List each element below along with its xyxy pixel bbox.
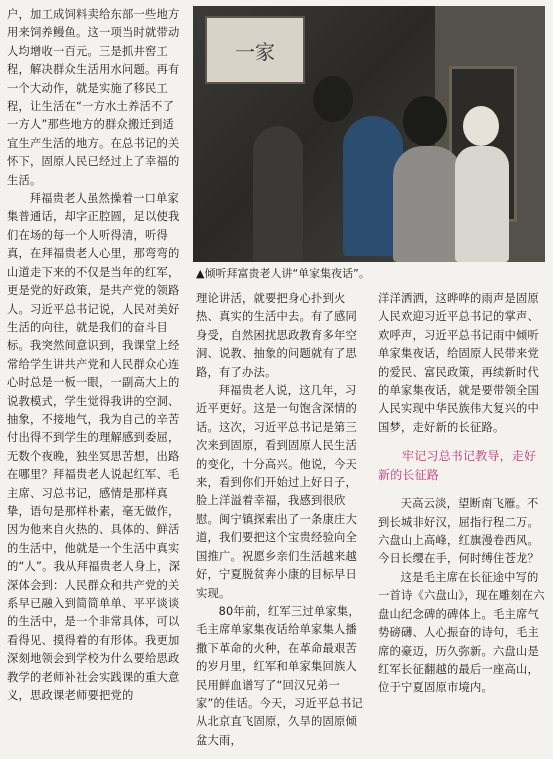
paragraph: 洋洋洒洒，这晔哗的雨声是固原人民欢迎习近平总书记的掌声、欢呼声，习近平总书记雨中倾听单家集夜话，给固原人民带来党的爱民、富民政策，再续新时代的单家集夜话，就是要带领全国人民实现中华民族伟大复兴的中国梦，走好新的长征路。 <box>378 292 539 434</box>
paragraph: 这是毛主席在长征途中写的一首诗《六盘山》，现在雕刻在六盘山纪念碑的碑体上。毛主席气势磅礴、人心振奋的诗句，毛主席的豪迈，历久弥新。六盘山是红军长征翻越的最后一座高山，位于宁夏固原市境内。 <box>378 570 545 695</box>
photo-sign: 一家 <box>205 16 305 84</box>
article-column-1 <box>7 6 181 705</box>
section-heading: 牢记习总书记教导，走好新的长征路 <box>378 449 537 483</box>
paragraph: 户，加工成饲料卖给东部一些地方用来饲养鳗鱼。这一项当时就带动人均增收一百元。三是抓井窖工程，解决群众生活用水问题。再有一个大动作，就是实施了移民工程，让生活在“一方水土养活不了一方人”那些地方的群众搬迁到适宜生产生活的地方。在总书记的关怀下，固原人民已经过上了幸福的生活。 <box>7 8 180 187</box>
elder-figure <box>455 146 509 262</box>
paragraph: 理论讲活，就要把身心扑到火热、真实的生活中去。有了感同身受，自然困扰思政教育多年空洞、说教、抽象的问题就有了思路，有了办法。 <box>196 292 357 379</box>
paragraph: 拜福贵老人说，这几年，习近平更好。这是一句饱含深情的话。这次，习近平总书记是第三次来到固原，看到固原人民生活的变化，十分高兴。他说，今天来，看到你们开始过上好日子，脸上洋溢着幸福，我感到很欣慰。闽宁镇探索出了一条康庄大道，我们要把这个宝贵经验向全国推广。祝愿乡亲们生活越来越好，宁夏脱贫奔小康的目标早日实现。 <box>196 384 357 600</box>
person-figure <box>253 126 303 262</box>
article-column-2 <box>196 290 367 750</box>
paragraph: 80年前，红军三过单家集，毛主席单家集夜话给单家集人播撒下革命的火种，在革命最艰苦的岁月里，红军和单家集回族人民用鲜血谱写了“回汉兄弟一家”的佳话。今天，习近平总书记从北京直飞固原，久旱的固原倾盆大雨， <box>196 604 364 747</box>
person-figure <box>313 76 353 122</box>
article-column-3 <box>378 290 546 698</box>
paragraph: 拜福贵老人虽然操着一口单家集普通话，却字正腔圆，足以使我们在场的每一个人听得清，听得真，在拜福贵老人心里，那弯弯的山道走下来的不仅是当年的红军，更是党的好政策，是共产党的领路人。习近平总书记说，人民对美好生活的向往，就是我们的奋斗目标。我突然间意识到，我课堂上经常给学生讲共产党和人民群众心连心时总是一板一眼，一副高大上的说教模式，学生觉得我讲的空洞、抽象，不接地气，我为自己的辛苦付出得不到学生的理解感到委屈，无数个夜晚，独坐冥思苦想，出路在哪里？拜福贵老人说起红军、毛主席、习总书记，感情是那样真挚，语句是那样朴素，毫无做作，因为他来自火热的、具体的、鲜活的生活中，他就是一个生活中真实的“人”。我从拜福贵老人身上，深深体会到：人民群众和共产党的关系早已融入到简简单单、平平谈谈的生活中，是一个非常具体，可以看得见、摸得着的有形体。我更加深刻地领会到学校为什么要给思政教学的老师补社会实践课的重大意义，思政课老师要把党的 <box>7 192 181 703</box>
poem-text: 天高云淡，望断南飞雁。不到长城非好汉，屈指行程二万。六盘山上高峰，红旗漫卷西风。今日长缨在手，何时缚住苍龙？ <box>378 497 539 566</box>
elder-figure <box>463 106 499 146</box>
person-figure <box>393 146 463 262</box>
photo-caption: ▲倾听拜富贵老人讲“单家集夜话”。 <box>196 267 370 280</box>
poem-block <box>378 495 546 697</box>
article-photo <box>193 6 545 262</box>
person-figure <box>403 96 447 146</box>
